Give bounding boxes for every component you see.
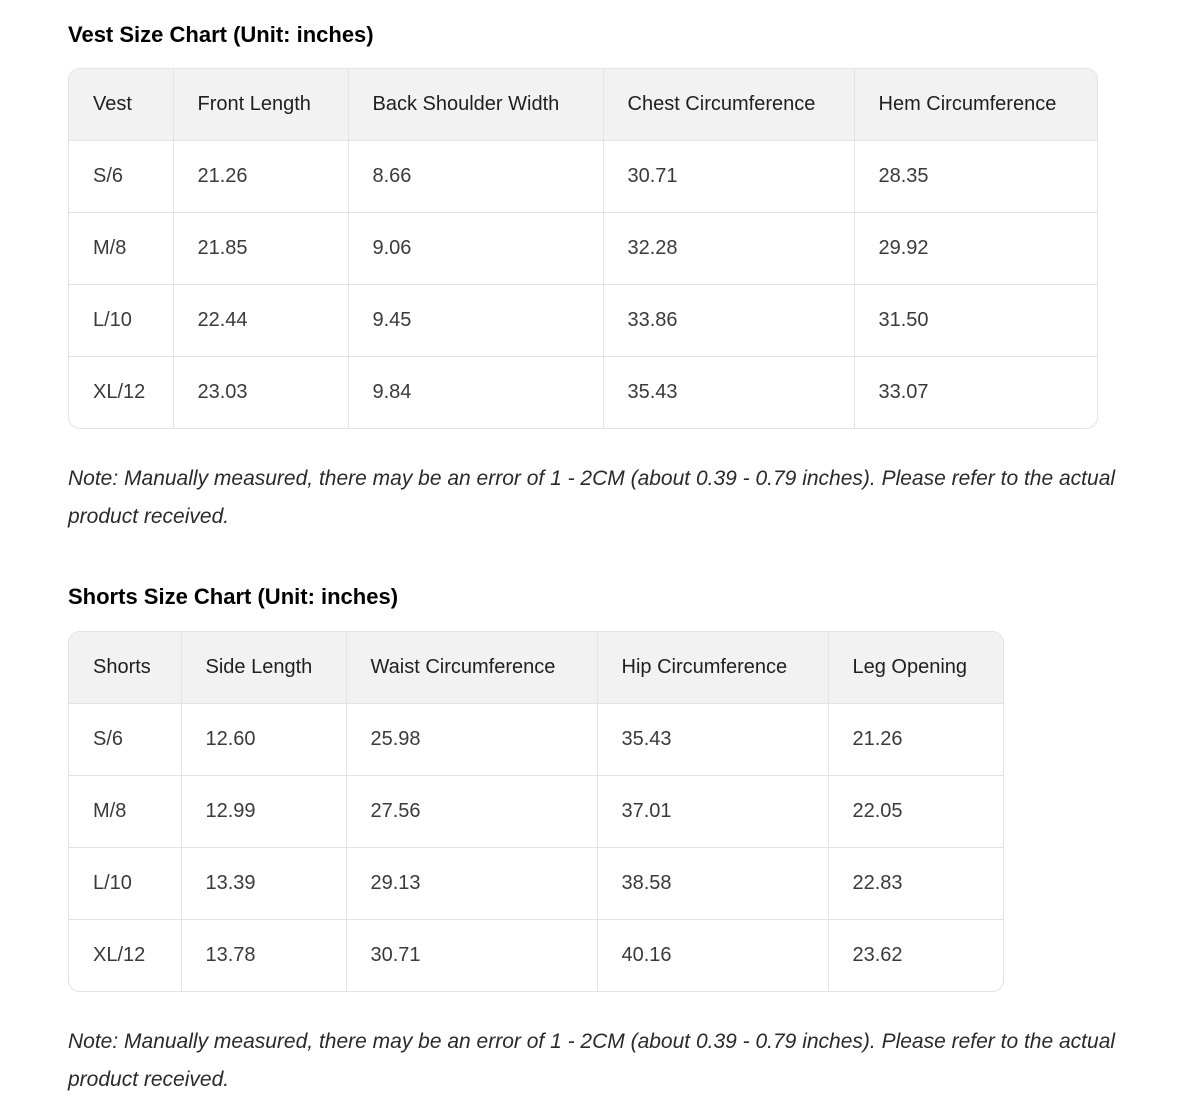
- cell-leg-opening: 22.05: [828, 776, 1003, 848]
- table-row: [69, 285, 1097, 357]
- header-hip-circumference: Hip Circumference: [597, 632, 828, 704]
- header-chest-circumference: Chest Circumference: [603, 69, 854, 141]
- cell-front-length: 21.26: [173, 141, 348, 213]
- cell-size: L/10: [69, 285, 173, 357]
- vest-size-table: [69, 69, 1097, 428]
- header-hem-circumference: Hem Circumference: [854, 69, 1097, 141]
- cell-leg-opening: 22.83: [828, 848, 1003, 920]
- cell-hem-circumference: 29.92: [854, 213, 1097, 285]
- header-back-shoulder-width: Back Shoulder Width: [348, 69, 603, 141]
- cell-side-length: 13.39: [181, 848, 346, 920]
- cell-chest-circumference: 32.28: [603, 213, 854, 285]
- table-row: [69, 920, 1003, 992]
- shorts-size-table: [69, 632, 1003, 991]
- cell-size: L/10: [69, 848, 181, 920]
- shorts-size-chart-title: Shorts Size Chart (Unit: inches): [68, 584, 399, 609]
- cell-side-length: 13.78: [181, 920, 346, 992]
- cell-back-shoulder-width: 9.06: [348, 213, 603, 285]
- cell-waist-circumference: 29.13: [346, 848, 597, 920]
- shorts-header-row: [69, 632, 1003, 704]
- vest-size-table-container: [68, 68, 1098, 429]
- cell-back-shoulder-width: 9.45: [348, 285, 603, 357]
- cell-hip-circumference: 38.58: [597, 848, 828, 920]
- table-row: [69, 776, 1003, 848]
- cell-hem-circumference: 31.50: [854, 285, 1097, 357]
- cell-back-shoulder-width: 8.66: [348, 141, 603, 213]
- cell-front-length: 23.03: [173, 357, 348, 429]
- cell-size: XL/12: [69, 357, 173, 429]
- shorts-size-table-container: [68, 631, 1004, 992]
- cell-waist-circumference: 30.71: [346, 920, 597, 992]
- section-spacer: [68, 536, 1182, 582]
- cell-hem-circumference: 28.35: [854, 141, 1097, 213]
- cell-leg-opening: 21.26: [828, 704, 1003, 776]
- table-row: [69, 213, 1097, 285]
- cell-hip-circumference: 37.01: [597, 776, 828, 848]
- cell-size: M/8: [69, 776, 181, 848]
- cell-size: S/6: [69, 141, 173, 213]
- cell-chest-circumference: 33.86: [603, 285, 854, 357]
- cell-hip-circumference: 35.43: [597, 704, 828, 776]
- table-row: [69, 704, 1003, 776]
- cell-side-length: 12.60: [181, 704, 346, 776]
- vest-size-chart-title: Vest Size Chart (Unit: inches): [68, 22, 374, 47]
- vest-header-row: [69, 69, 1097, 141]
- header-front-length: Front Length: [173, 69, 348, 141]
- cell-waist-circumference: 27.56: [346, 776, 597, 848]
- shorts-measurement-note: Note: Manually measured, there may be an error of 1 - 2CM (about 0.39 - 0.79 inches). Please refer to the actual product received.: [68, 1030, 1116, 1091]
- vest-measurement-note: Note: Manually measured, there may be an error of 1 - 2CM (about 0.39 - 0.79 inches). Please refer to the actual product received.: [68, 467, 1116, 528]
- cell-chest-circumference: 30.71: [603, 141, 854, 213]
- table-row: [69, 141, 1097, 213]
- cell-side-length: 12.99: [181, 776, 346, 848]
- cell-hip-circumference: 40.16: [597, 920, 828, 992]
- table-row: [69, 848, 1003, 920]
- cell-size: XL/12: [69, 920, 181, 992]
- header-leg-opening: Leg Opening: [828, 632, 1003, 704]
- cell-hem-circumference: 33.07: [878, 381, 929, 403]
- cell-front-length: 22.44: [173, 285, 348, 357]
- cell-size: S/6: [69, 704, 181, 776]
- cell-chest-circumference: 35.43: [603, 357, 854, 429]
- cell-leg-opening: 23.62: [852, 944, 903, 966]
- cell-waist-circumference: 25.98: [346, 704, 597, 776]
- cell-size: M/8: [69, 213, 173, 285]
- cell-front-length: 21.85: [173, 213, 348, 285]
- header-size: Vest: [69, 69, 173, 141]
- header-waist-circumference: Waist Circumference: [346, 632, 597, 704]
- header-size: Shorts: [69, 632, 181, 704]
- cell-back-shoulder-width: 9.84: [348, 357, 603, 429]
- header-side-length: Side Length: [181, 632, 346, 704]
- table-row: [69, 357, 1097, 429]
